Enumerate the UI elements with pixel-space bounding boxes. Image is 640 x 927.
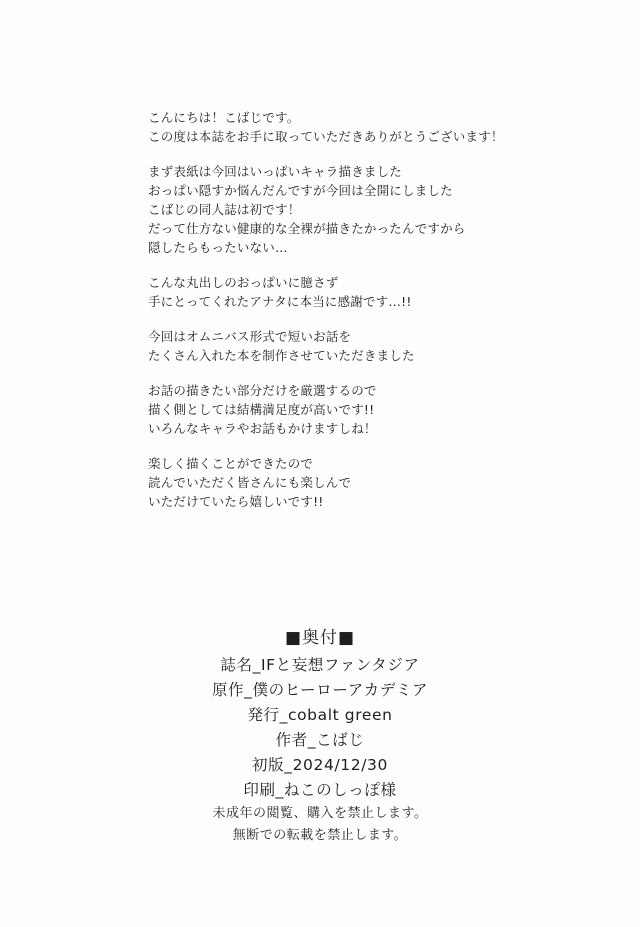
colophon-title-entry: 誌名_IFと妄想ファンタジア: [220, 656, 420, 674]
afterword-line: こばじの同人誌は初です！: [148, 202, 301, 217]
afterword-line: こんにちは！こばじです。: [148, 110, 300, 125]
afterword-line: 楽しく描くことができたので: [148, 456, 314, 471]
afterword-paragraph: [148, 162, 568, 257]
afterword-line: 読んでいただく皆さんにも楽しんで: [148, 475, 352, 490]
afterword-line: だって仕方ない健康的な全裸が描きたかったんですから: [148, 221, 466, 236]
colophon-author-entry: 作者_こばじ: [275, 731, 365, 749]
afterword-line: たくさん入れた本を制作させていただきました: [148, 348, 415, 363]
afterword-line: 描く側としては結構満足度が高いです!!: [148, 402, 375, 417]
afterword-text-block: [148, 108, 568, 511]
afterword-line: 今回はオムニバス形式で短いお話を: [148, 329, 352, 344]
afterword-paragraph: [148, 273, 568, 311]
notice-line-minors: 未成年の閲覧、購入を禁止します。: [212, 806, 428, 821]
colophon-block: [0, 625, 640, 803]
afterword-paragraph: [148, 454, 568, 511]
afterword-line: 手にとってくれたアナタに本当に感謝です…!!: [148, 294, 412, 309]
afterword-paragraph: [148, 327, 568, 365]
afterword-line: 隠したらもったいない…: [148, 240, 288, 255]
notice-line-reproduction: 無断での転載を禁止します。: [232, 828, 408, 843]
afterword-line: お話の描きたい部分だけを厳選するので: [148, 383, 377, 398]
afterword-paragraph: [148, 381, 568, 438]
afterword-line: いろんなキャラやお話もかけますしね！: [148, 421, 377, 436]
legal-notice-block: [0, 803, 640, 847]
colophon-publisher-entry: 発行_cobalt green: [247, 706, 393, 724]
colophon-original-work-entry: 原作_僕のヒーローアカデミア: [211, 681, 429, 699]
afterword-line: こんな丸出しのおっぱいに臆さず: [148, 275, 339, 290]
colophon-heading: ■奥付■: [284, 628, 356, 648]
colophon-printer-entry: 印刷_ねこのしっぽ様: [243, 781, 397, 799]
afterword-line: おっぱい隠すか悩んだんですが今回は全開にしました: [148, 183, 453, 198]
afterword-line: いただけていたら嬉しいです!!: [148, 494, 324, 509]
afterword-line: この度は本誌をお手に取っていただきありがとうございます！: [148, 129, 504, 144]
colophon-edition-date-entry: 初版_2024/12/30: [252, 756, 388, 774]
afterword-line: まず表紙は今回はいっぱいキャラ描きました: [148, 164, 403, 179]
afterword-paragraph: [148, 108, 568, 146]
